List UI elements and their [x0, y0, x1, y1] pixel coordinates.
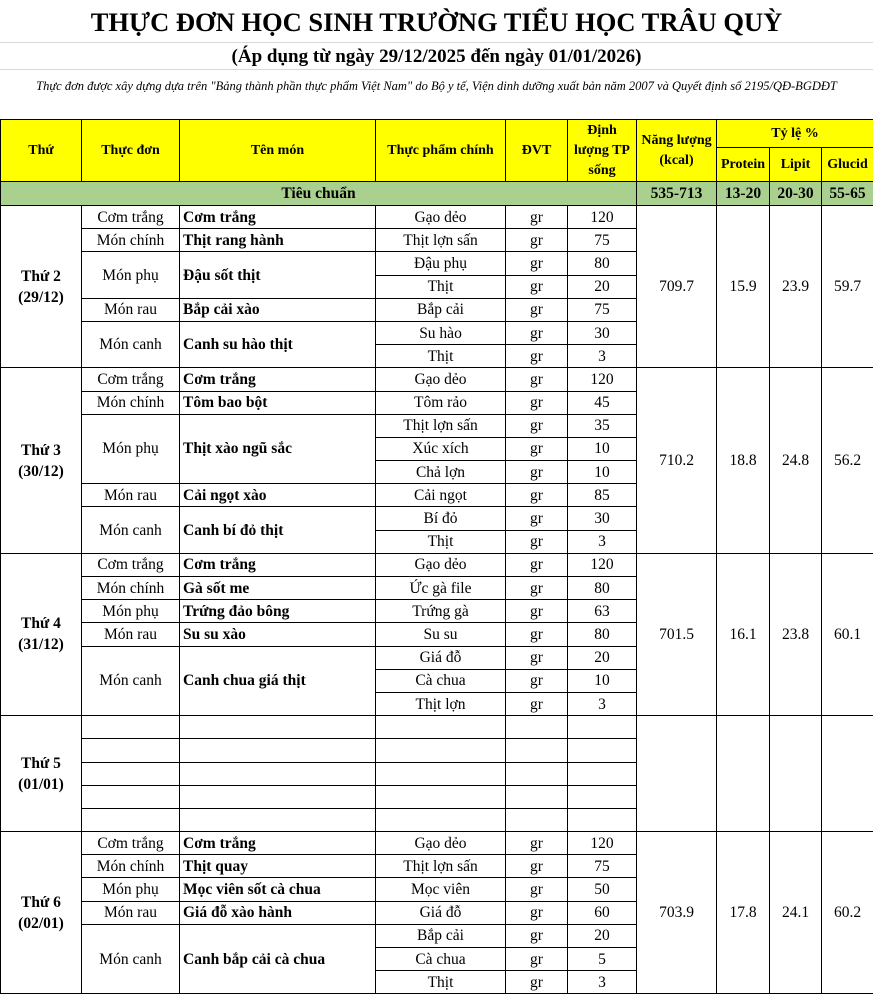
dish-type: Món chính — [82, 391, 180, 414]
quantity: 63 — [568, 600, 637, 623]
empty-cell — [376, 739, 506, 762]
quantity: 10 — [568, 461, 637, 484]
day-label: Thứ 2 — [21, 267, 61, 285]
empty-cell — [568, 785, 637, 808]
quantity: 20 — [568, 646, 637, 669]
food-item: Cải ngọt — [376, 484, 506, 507]
empty-cell — [180, 739, 376, 762]
lipit-value: 23.8 — [770, 553, 822, 715]
col-nang-luong: Năng lượng (kcal) — [637, 120, 717, 182]
unit: gr — [506, 692, 568, 715]
dish-type: Món rau — [82, 901, 180, 924]
table-row — [1, 553, 873, 576]
standard-label: Tiêu chuẩn — [1, 182, 637, 206]
food-item: Thịt — [376, 275, 506, 298]
glucid-value: 59.7 — [822, 206, 873, 368]
quantity: 80 — [568, 252, 637, 275]
dish-name: Cơm trắng — [180, 368, 376, 391]
unit: gr — [506, 321, 568, 344]
empty-cell — [506, 739, 568, 762]
dish-type: Cơm trắng — [82, 206, 180, 229]
lipit-value: 23.9 — [770, 206, 822, 368]
empty-cell — [82, 716, 180, 739]
dish-name: Cơm trắng — [180, 206, 376, 229]
unit: gr — [506, 391, 568, 414]
quantity: 20 — [568, 275, 637, 298]
food-item: Thịt lợn sấn — [376, 229, 506, 252]
food-item: Xúc xích — [376, 437, 506, 460]
unit: gr — [506, 832, 568, 855]
food-item: Thịt lợn — [376, 692, 506, 715]
dish-name: Trứng đảo bông — [180, 600, 376, 623]
protein-value: 17.8 — [717, 832, 770, 994]
standard-glucid: 55-65 — [822, 182, 873, 206]
empty-cell — [568, 762, 637, 785]
day-label: Thứ 4 — [21, 615, 61, 633]
quantity: 60 — [568, 901, 637, 924]
standard-energy: 535-713 — [637, 182, 717, 206]
food-item: Mọc viên — [376, 878, 506, 901]
dish-type: Cơm trắng — [82, 553, 180, 576]
dish-type: Món canh — [82, 924, 180, 994]
table-row — [1, 716, 873, 739]
dish-name: Tôm bao bột — [180, 391, 376, 414]
glucid-value: 60.2 — [822, 832, 873, 994]
day-date: (31/12) — [18, 636, 64, 654]
unit: gr — [506, 646, 568, 669]
empty-cell — [82, 739, 180, 762]
col-thuc-pham: Thực phẩm chính — [376, 120, 506, 182]
dish-type: Món phụ — [82, 414, 180, 484]
dish-name: Bắp cải xào — [180, 298, 376, 321]
dish-type: Món canh — [82, 507, 180, 553]
day-cell — [1, 206, 82, 368]
energy-value: 709.7 — [637, 206, 717, 368]
quantity: 50 — [568, 878, 637, 901]
quantity: 20 — [568, 924, 637, 947]
food-item: Su hào — [376, 321, 506, 344]
food-item: Gạo dẻo — [376, 206, 506, 229]
dish-type: Món rau — [82, 484, 180, 507]
empty-cell — [506, 762, 568, 785]
dish-name: Giá đỗ xào hành — [180, 901, 376, 924]
unit: gr — [506, 553, 568, 576]
dish-type: Cơm trắng — [82, 368, 180, 391]
empty-cell — [376, 808, 506, 831]
day-date: (30/12) — [18, 462, 64, 480]
dish-type: Món canh — [82, 646, 180, 716]
dish-name: Canh bắp cải cà chua — [180, 924, 376, 994]
unit: gr — [506, 206, 568, 229]
standard-protein: 13-20 — [717, 182, 770, 206]
unit: gr — [506, 414, 568, 437]
dish-type: Món phụ — [82, 600, 180, 623]
food-item: Su su — [376, 623, 506, 646]
date-range-subtitle: (Áp dụng từ ngày 29/12/2025 đến ngày 01/01/2026) — [0, 42, 873, 70]
day-label: Thứ 6 — [21, 893, 61, 911]
day-date: (02/01) — [18, 914, 64, 932]
dish-name: Thịt xào ngũ sắc — [180, 414, 376, 484]
dish-type: Món phụ — [82, 252, 180, 298]
dish-name: Đậu sốt thịt — [180, 252, 376, 298]
unit: gr — [506, 948, 568, 971]
energy-value: 701.5 — [637, 553, 717, 715]
quantity: 120 — [568, 553, 637, 576]
dish-type: Món phụ — [82, 878, 180, 901]
day-label: Thứ 5 — [21, 754, 61, 772]
unit: gr — [506, 368, 568, 391]
dish-name: Su su xào — [180, 623, 376, 646]
energy-value: 703.9 — [637, 832, 717, 994]
empty-cell — [506, 716, 568, 739]
quantity: 3 — [568, 530, 637, 553]
food-item: Ức gà file — [376, 577, 506, 600]
quantity: 30 — [568, 507, 637, 530]
unit: gr — [506, 275, 568, 298]
unit: gr — [506, 484, 568, 507]
unit: gr — [506, 437, 568, 460]
food-item: Giá đỗ — [376, 901, 506, 924]
col-glucid: Glucid — [822, 148, 873, 182]
unit: gr — [506, 623, 568, 646]
unit: gr — [506, 669, 568, 692]
dish-name: Canh chua giá thịt — [180, 646, 376, 716]
food-item: Thịt lợn sấn — [376, 855, 506, 878]
food-item: Cà chua — [376, 948, 506, 971]
table-row — [1, 206, 873, 229]
empty-glucid — [822, 716, 873, 832]
quantity: 35 — [568, 414, 637, 437]
unit: gr — [506, 600, 568, 623]
food-item: Tôm rảo — [376, 391, 506, 414]
empty-cell — [376, 762, 506, 785]
empty-energy — [637, 716, 717, 832]
unit: gr — [506, 252, 568, 275]
food-item: Bắp cải — [376, 924, 506, 947]
dish-name: Thịt quay — [180, 855, 376, 878]
col-thu: Thứ — [1, 120, 82, 182]
dish-type: Món canh — [82, 321, 180, 367]
col-ty-le: Tỷ lệ % — [717, 120, 873, 148]
col-protein: Protein — [717, 148, 770, 182]
food-item: Gạo dẻo — [376, 553, 506, 576]
quantity: 10 — [568, 437, 637, 460]
quantity: 120 — [568, 206, 637, 229]
unit: gr — [506, 924, 568, 947]
food-item: Thịt — [376, 345, 506, 368]
unit: gr — [506, 855, 568, 878]
glucid-value: 56.2 — [822, 368, 873, 554]
quantity: 120 — [568, 832, 637, 855]
food-item: Cà chua — [376, 669, 506, 692]
unit: gr — [506, 530, 568, 553]
quantity: 75 — [568, 855, 637, 878]
protein-value: 18.8 — [717, 368, 770, 554]
unit: gr — [506, 577, 568, 600]
protein-value: 15.9 — [717, 206, 770, 368]
unit: gr — [506, 507, 568, 530]
unit: gr — [506, 878, 568, 901]
unit: gr — [506, 298, 568, 321]
quantity: 85 — [568, 484, 637, 507]
quantity: 120 — [568, 368, 637, 391]
empty-protein — [717, 716, 770, 832]
header-row-1 — [1, 120, 873, 148]
lipit-value: 24.1 — [770, 832, 822, 994]
food-item: Thịt lợn sấn — [376, 414, 506, 437]
quantity: 75 — [568, 229, 637, 252]
quantity: 5 — [568, 948, 637, 971]
standard-lipit: 20-30 — [770, 182, 822, 206]
food-item: Thịt — [376, 530, 506, 553]
food-item: Giá đỗ — [376, 646, 506, 669]
empty-cell — [568, 739, 637, 762]
quantity: 3 — [568, 692, 637, 715]
quantity: 30 — [568, 321, 637, 344]
quantity: 45 — [568, 391, 637, 414]
col-thuc-don: Thực đơn — [82, 120, 180, 182]
empty-cell — [180, 716, 376, 739]
col-dinh-luong: Định lượng TP sống — [568, 120, 637, 182]
menu-table — [0, 119, 873, 994]
day-cell — [1, 716, 82, 832]
quantity: 80 — [568, 623, 637, 646]
empty-cell — [376, 716, 506, 739]
energy-value: 710.2 — [637, 368, 717, 554]
empty-cell — [82, 808, 180, 831]
day-cell — [1, 553, 82, 715]
unit: gr — [506, 971, 568, 994]
dish-name: Canh su hào thịt — [180, 321, 376, 367]
empty-cell — [568, 716, 637, 739]
food-item: Thịt — [376, 971, 506, 994]
col-ten-mon: Tên món — [180, 120, 376, 182]
day-cell — [1, 832, 82, 994]
empty-cell — [180, 762, 376, 785]
unit: gr — [506, 229, 568, 252]
unit: gr — [506, 345, 568, 368]
dish-name: Mọc viên sốt cà chua — [180, 878, 376, 901]
day-cell — [1, 368, 82, 554]
col-dvt: ĐVT — [506, 120, 568, 182]
day-date: (29/12) — [18, 288, 64, 306]
food-item: Đậu phụ — [376, 252, 506, 275]
empty-cell — [506, 785, 568, 808]
empty-cell — [568, 808, 637, 831]
col-lipit: Lipit — [770, 148, 822, 182]
dish-name: Cơm trắng — [180, 832, 376, 855]
food-item: Gạo dẻo — [376, 832, 506, 855]
protein-value: 16.1 — [717, 553, 770, 715]
quantity: 3 — [568, 971, 637, 994]
dish-type: Món rau — [82, 298, 180, 321]
unit: gr — [506, 901, 568, 924]
dish-name: Canh bí đỏ thịt — [180, 507, 376, 553]
dish-type: Món rau — [82, 623, 180, 646]
day-date: (01/01) — [18, 775, 64, 793]
table-row — [1, 368, 873, 391]
standard-row — [1, 182, 873, 206]
quantity: 10 — [568, 669, 637, 692]
food-item: Gạo dẻo — [376, 368, 506, 391]
empty-cell — [180, 808, 376, 831]
empty-cell — [506, 808, 568, 831]
lipit-value: 24.8 — [770, 368, 822, 554]
quantity: 3 — [568, 345, 637, 368]
page-title: THỰC ĐƠN HỌC SINH TRƯỜNG TIỂU HỌC TRÂU QUỲ — [90, 7, 783, 37]
food-item: Trứng gà — [376, 600, 506, 623]
empty-lipit — [770, 716, 822, 832]
day-label: Thứ 3 — [21, 441, 61, 459]
unit: gr — [506, 461, 568, 484]
dish-type: Cơm trắng — [82, 832, 180, 855]
dish-name: Cơm trắng — [180, 553, 376, 576]
source-note: Thực đơn được xây dựng dựa trên "Bảng thành phần thực phẩm Việt Nam" do Bộ y tế, Viện dinh dưỡng xuất bản năm 2007 và Quyết định số 2195/QĐ-BGDĐT — [36, 79, 837, 93]
food-item: Chả lợn — [376, 461, 506, 484]
dish-name: Gà sốt me — [180, 577, 376, 600]
dish-type: Món chính — [82, 855, 180, 878]
empty-cell — [82, 762, 180, 785]
dish-type: Món chính — [82, 229, 180, 252]
dish-name: Thịt rang hành — [180, 229, 376, 252]
quantity: 75 — [568, 298, 637, 321]
food-item: Bí đỏ — [376, 507, 506, 530]
dish-type: Món chính — [82, 577, 180, 600]
food-item: Bắp cải — [376, 298, 506, 321]
quantity: 80 — [568, 577, 637, 600]
empty-cell — [376, 785, 506, 808]
table-row — [1, 832, 873, 855]
dish-name: Cải ngọt xào — [180, 484, 376, 507]
empty-cell — [180, 785, 376, 808]
glucid-value: 60.1 — [822, 553, 873, 715]
empty-cell — [82, 785, 180, 808]
